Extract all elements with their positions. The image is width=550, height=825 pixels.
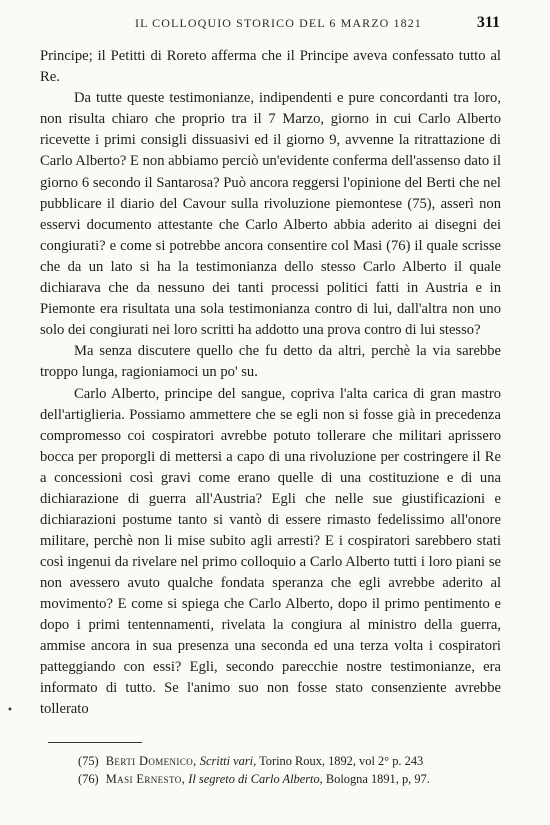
footnote-75 <box>78 752 508 770</box>
footnote-divider <box>48 742 142 743</box>
paragraph-discutere: Ma senza discutere quello che fu detto da altri, perchè la via sarebbe troppo lunga, ragioniamoci un po' su. <box>40 343 501 381</box>
body-text <box>40 46 501 720</box>
footnote-title: Il segreto di Carlo Alberto, <box>188 772 323 786</box>
footnote-details: Torino Roux, 1892, vol 2° p. 243 <box>259 754 424 768</box>
page-header <box>40 10 500 36</box>
paragraph-carlo-alberto: Carlo Alberto, principe del sangue, copriva l'alta carica di gran mastro dell'artiglieria. Possiamo ammettere che se egli non si fosse già in precedenza compromesso coi cospiratori avrebbe potuto tollerare che militari aprissero bocca per proporgli di mettersi a capo di una rivoluzione per costringere il Re a concessioni così gravi come erano quelle di una costituzione e di una dichiarazione di guerra all'Austria? Egli che nelle sue giustificazioni e dichiarazioni postume tanto si vantò di essere rimasto fedelissimo all'onore militare, perchè non li mise subito agli arresti? E i cospiratori sarebbero stati così ingenui da rivelare nel primo colloquio a Carlo Alberto tutti i loro piani se non avessero avuto qualche fondata speranza che egli avrebbe aderito al movimento? E come si spiega che Carlo Alberto, dopo il primo pentimento e dopo i primi tentennamenti, rivelata la congiura al ministro della guerra, ammise ancora in sua presenza una seconda ed una terza volta i cospiratori patteggiando con essi? Egli, secondo parecchie nostre testimonianze, era informato di tutto. Se l'animo suo non fosse stato consenziente avrebbe tollerato <box>40 385 501 717</box>
footnote-details: Bologna 1891, p, 97. <box>325 772 430 786</box>
paragraph-continuation: Principe; il Petitti di Roreto afferma che il Principe aveva confessato tutto al Re. <box>40 48 501 86</box>
running-title: IL COLLOQUIO STORICO DEL 6 MARZO 1821 <box>135 16 422 30</box>
footnote-marker: (76) <box>78 772 99 786</box>
footnote-76 <box>78 770 508 788</box>
footnotes <box>78 752 508 788</box>
footnote-author: Masi Ernesto, <box>105 772 186 786</box>
footnote-marker: (75) <box>78 754 99 768</box>
paragraph-testimonianze: Da tutte queste testimonianze, indipendenti e pure concordanti tra loro, non risulta chiaro che proprio tra il 7 Marzo, giorno in cui Carlo Alberto ricevette i primi consigli dissuasivi ed il giorno 9, avvenne la ritrattazione di Carlo Alberto? E non abbiamo perciò un'evidente conferma dell'assenso dato il giorno 6 secondo il Santarosa? Può ancora reggersi l'opinione del Berti che nel pubblicare il diario del Cavour sulla rivoluzione piemontese (75), asserì non esservi documento attestante che Carlo Alberto abbia aderito ai disegni dei congiurati? e come si potrebbe ancora consentire col Masi (76) il quale scrisse che da un lato si ha la testimonianza dello stesso Carlo Alberto il quale dichiarava che da nessuno dei tanti processi politici fatti in Austria e in Piemonte era risultata una sola testimonianza contro di lui, dall'altra non uno solo dei congiurati nei loro scritti ha addotto una prova contro di lui stesso? <box>40 90 501 339</box>
page-number: 311 <box>476 14 500 31</box>
margin-mark: • <box>7 705 13 716</box>
footnote-author: Berti Domenico, <box>105 754 197 768</box>
footnote-title: Scritti vari, <box>199 754 257 768</box>
